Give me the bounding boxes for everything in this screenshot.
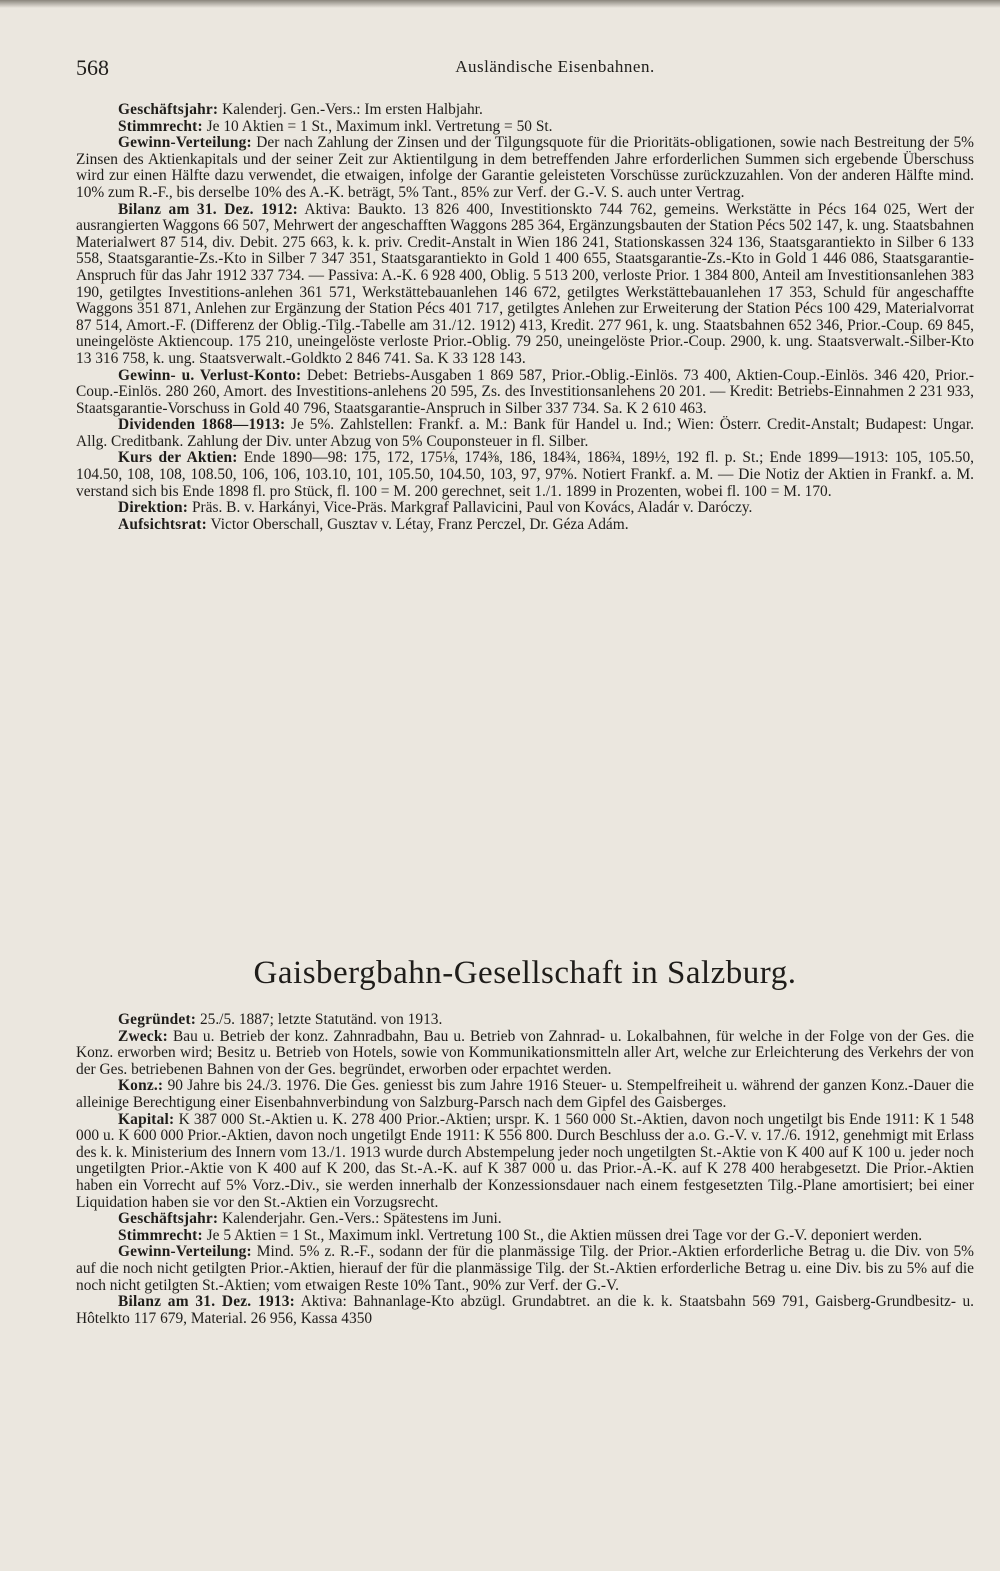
entry-label: Stimmrecht:: [118, 1226, 203, 1244]
running-head: Ausländische Eisenbahnen.: [455, 57, 655, 76]
entry-paragraph: [76, 1029, 974, 1079]
entry-paragraph: [76, 517, 974, 534]
entry-label: Zweck:: [118, 1027, 168, 1045]
entry-text: Kalenderj. Gen.-Vers.: Im ersten Halbjahr.: [218, 101, 483, 118]
entry-text: 25./5. 1887; letzte Statutänd. von 1913.: [196, 1011, 443, 1028]
section-gaisbergbahn: [76, 1012, 974, 1327]
entry-label: Geschäftsjahr:: [118, 101, 219, 118]
entry-label: Bilanz am 31. Dez. 1913:: [118, 1293, 295, 1311]
scan-edge-shadow: [0, 0, 1000, 8]
company-title: Gaisbergbahn-Gesellschaft in Salzburg.: [253, 955, 797, 991]
entry-paragraph: [76, 119, 974, 136]
entry-text: Je 5 Aktien = 1 St., Maximum inkl. Vertretung 100 St., die Aktien müssen drei Tage vor der G.-V. deponiert werden.: [202, 1226, 923, 1244]
entry-label: Gegründet:: [118, 1011, 197, 1028]
entry-paragraph: [76, 368, 974, 418]
entry-text: Debet: Betriebs-Ausgaben 1 869 587, Prior.-Oblig.-Einlös. 73 400, Aktien-Coup.-Einlös. 346 420, Prior.-Coup.-Einlös. 280 260, Amort. des Investitions-anlehens 20 595, Zs. des Investitionsanlehens 20 201. — Kredit: Betriebs-Einnahmen 2 231 933, Staatsgarantie-Vorschuss in Gold 40 796, Staatsgarantie-Anspruch in Silber 337 734. Sa. K 2 610 463.: [76, 366, 975, 417]
entry-text: Je 5%. Zahlstellen: Frankf. a. M.: Bank für Handel u. Ind.; Wien: Österr. Credit-Anstalt; Budapest: Ungar. Allg. Creditbank. Zahlung der Div. unter Abzug von 5% Couponsteuer in fl. Silber.: [76, 416, 975, 450]
entry-text: Präs. B. v. Harkányi, Vice-Präs. Markgraf Pallavicini, Paul von Kovács, Aladár v. Daróczy.: [188, 499, 753, 517]
entry-text: Ende 1890—98: 175, 172, 175⅛, 174⅜, 186, 184¾, 186¾, 189½, 192 fl. p. St.; Ende 1899—1913: 105, 105.50, 104.50, 108, 108, 108.50, 106, 106, 103.10, 101, 105.50, 104.50, 103, 97, 97%. Notiert Frankf. a. M. — Die Notiz der Aktien in Frankf. a. M. verstand sich bis Ende 1898 fl. pro Stück, fl. 100 = M. 200 gerechnet, seit 1./1. 1899 in Prozenten, wobei fl. 100 = M. 170.: [76, 449, 974, 500]
entry-text: Je 10 Aktien = 1 St., Maximum inkl. Vertretung = 50 St.: [202, 117, 553, 135]
entry-label: Stimmrecht:: [118, 117, 203, 135]
entry-paragraph: [76, 1294, 974, 1327]
entry-text: Kalenderjahr. Gen.-Vers.: Spätestens im Juni.: [218, 1210, 502, 1228]
entry-label: Geschäftsjahr:: [118, 1210, 219, 1228]
entry-paragraph: [76, 417, 974, 450]
section-previous-company: [76, 102, 974, 533]
entry-text: Bau u. Betrieb der konz. Zahnradbahn, Bau u. Betrieb von Zahnrad- u. Lokalbahnen, für welche in der Folge von der Ges. die Konz. erworben wird; Besitz u. Betrieb von Hotels, sowie von Kommunikationsmitteln aller Art, welche zur Erleichterung des Verkehrs der von der Ges. betriebenen Bahnen von der Ges. begründet, erworben oder erpachtet werden.: [76, 1027, 974, 1078]
entry-text: Victor Oberschall, Gusztav v. Létay, Franz Perczel, Dr. Géza Adám.: [206, 515, 629, 533]
entry-text: Aktiva: Baukto. 13 826 400, Investitionskto 744 762, gemeins. Werkstätte in Pécs 164 025, Wert der ausrangierten Waggons 66 507, Mehrwert der angeschafften Waggons 285 364, Ergänzungsbauten der Station Pécs 502 147, k. ung. Staatsbahnen Materialwert 87 514, div. Debit. 275 663, k. k. priv. Credit-Anstalt in Wien 186 241, Stationskassen 324 136, Staatsgarantiekto in Silber 6 133 558, Staatsgarantie-Zs.-Kto in Silber 7 347 351, Staatsgarantiekto in Gold 1 400 655, Staatsgarantie-Zs.-Kto in Gold 1 446 086, Staatsgarantie-Anspruch für das Jahr 1912 337 734. — Passiva: A.-K. 6 928 400, Oblig. 5 513 200, verloste Prior. 1 384 800, Anteil am Investitionsanlehen 383 190, getilgtes Investitions-anlehen 361 571, Werkstättebauanlehen 146 672, getilgtes Werkstättebauanlehen 17 353, Schuld für angeschaffte Waggons 351 871, Anlehen zur Ergänzung der Station Pécs 401 717, getilgtes Anlehen zur Erweiterung der Station Pécs 100 429, Materialvorrat 87 514, Amort.-F. (Differenz der Oblig.-Tilg.-Tabelle am 31./12. 1912) 413, Kredit. 277 961, k. ung. Staatsbahnen 652 346, Prior.-Coup. 69 845, uneingelöste Aktiencoup. 175 210, uneingelöste verloste Prior.-Oblig. 79 250, uneingelöste Prior.-Coup. 2900, k. ung. Staatsverwalt.-Silber-Kto 13 316 758, k. ung. Staatsverwalt.-Goldkto 2 846 741. Sa. K 33 128 143.: [76, 200, 974, 367]
entry-paragraph: [76, 1078, 974, 1111]
entry-paragraph: [76, 1112, 974, 1212]
entry-paragraph: [76, 202, 974, 368]
entry-label: Bilanz am 31. Dez. 1912:: [118, 200, 299, 218]
entry-label: Aufsichtsrat:: [118, 515, 207, 533]
entry-label: Gewinn-Verteilung:: [118, 1243, 252, 1261]
entry-label: Gewinn- u. Verlust-Konto:: [118, 366, 302, 384]
entry-paragraph: [76, 1228, 974, 1245]
entry-text: 90 Jahre bis 24./3. 1976. Die Ges. geniesst bis zum Jahre 1916 Steuer- u. Stempelfreiheit u. während der ganzen Konz.-Dauer die alleinige Berechtigung einer Eisenbahnverbindung von Salzburg-Parsch nach dem Gipfel des Gaisberges.: [76, 1077, 974, 1111]
entry-paragraph: [76, 1244, 974, 1294]
entry-label: Gewinn-Verteilung:: [118, 134, 252, 152]
entry-text: Aktiva: Bahnanlage-Kto abzügl. Grundabtret. an die k. k. Staatsbahn 569 791, Gaisberg-Grundbesitz- u. Hôtelkto 117 679, Material. 26 956, Kassa 4350: [76, 1293, 974, 1327]
entry-text: Der nach Zahlung der Zinsen und der Tilgungsquote für die Prioritäts-obligationen, sowie nach Bestreitung der 5% Zinsen des Aktienkapitals und der seiner Zeit zur Aktientilgung in dem betreffenden Jahre erforderlichen Summen sich ergebende Überschuss wird zur einen Hälfte dazu verwendet, die etwaigen, infolge der Garantie geleisteten Vorschüsse zurückzuzahlen. Von der anderen Hälfte mind. 10% zum R.-F., bis derselbe 10% des A.-K. beträgt, 5% Tant., 85% zur Verf. der G.-V. S. auch unter Vertrag.: [76, 134, 974, 201]
entry-label: Dividenden 1868—1913:: [118, 416, 286, 434]
page-number: 568: [76, 55, 109, 80]
entry-label: Direktion:: [118, 499, 189, 517]
entry-label: Kurs der Aktien:: [118, 449, 238, 467]
entry-text: Mind. 5% z. R.-F., sodann der für die planmässige Tilg. der Prior.-Aktien erforderliche Betrag u. die Div. von 5% auf die noch nicht getilgten Prior.-Aktien, hierauf der für die planmässige Tilg. der St.-Aktien erforderliche Betrag u. eine Div. bis zu 5% auf die noch nicht getilgten St.-Aktien; vom etwaigen Reste 10% Tant., 90% zur Verf. der G.-V.: [76, 1243, 974, 1294]
entry-paragraph: [76, 102, 974, 119]
entry-text: K 387 000 St.-Aktien u. K. 278 400 Prior.-Aktien; urspr. K. 1 560 000 St.-Aktien, davon noch ungetilgt bis Ende 1911: K 1 548 000 u. K 600 000 Prior.-Aktien, davon noch ungetilgt Ende 1911: K 556 800. Durch Beschluss der a.o. G.-V. v. 17./6. 1912, genehmigt mit Erlass des k. k. Ministerium des Innern vom 13./1. 1913 wurde durch Abstempelung jeder noch ungetilgten St.-Aktie von K 400 auf K 100 u. jeder noch ungetilgten Prior.-Aktie von K 400 auf K 200, das St.-A.-K. auf K 387 000 u. das Prior.-A.-K. auf K 278 400 herabgesetzt. Die Prior.-Aktien haben ein Vorrecht auf 5% Vorz.-Div., sie werden innerhalb der Konzessionsdauer nach einem festgesetzten Tilg.-Plane amortisiert; bei einer Liquidation haben sie vor den St.-Aktien ein Vorzugsrecht.: [76, 1110, 974, 1211]
entry-paragraph: [76, 500, 974, 517]
page-header: [76, 55, 974, 85]
entry-label: Konz.:: [118, 1077, 164, 1095]
entry-paragraph: [76, 1012, 974, 1029]
entry-paragraph: [76, 450, 974, 500]
entry-label: Kapital:: [118, 1110, 175, 1128]
entry-paragraph: [76, 135, 974, 201]
entry-paragraph: [76, 1211, 974, 1228]
